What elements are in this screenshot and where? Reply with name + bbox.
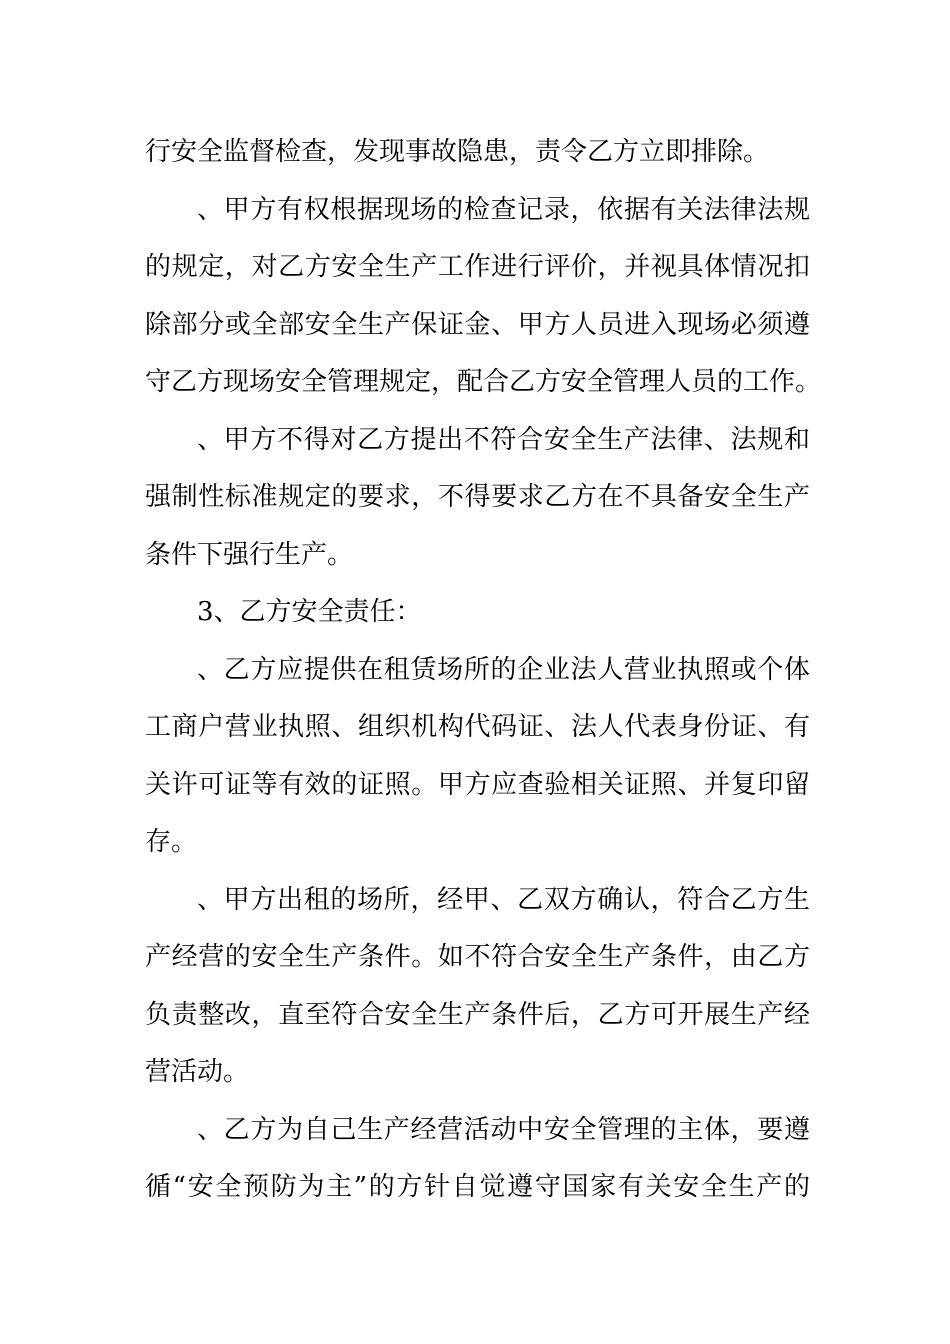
text-line: 关许可证等有效的证照。甲方应查验相关证照、并复印留 [145, 769, 810, 800]
text-line: 、甲方不得对乙方提出不符合安全生产法律、法规和 [197, 424, 810, 455]
text-line: 负责整改，直至符合安全生产条件后，乙方可开展生产经 [145, 999, 810, 1030]
text-line: 的规定，对乙方安全生产工作进行评价，并视具体情况扣 [145, 252, 810, 282]
text-line: 条件下强行生产。 [145, 539, 354, 570]
text-line: 、乙方为自己生产经营活动中安全管理的主体，要遵 [197, 1114, 810, 1145]
text-line: 工商户营业执照、组织机构代码证、法人代表身份证、有 [145, 712, 810, 742]
text-line: 营活动。 [145, 1057, 250, 1087]
text-line: 3、乙方安全责任： [197, 597, 422, 627]
document-body [145, 124, 822, 1217]
text-line: 存。 [145, 827, 198, 857]
text-line: 守乙方现场安全管理规定，配合乙方安全管理人员的工作。 [145, 367, 822, 397]
text-line: 、乙方应提供在租赁场所的企业法人营业执照或个体 [197, 654, 810, 685]
text-line: 产经营的安全生产条件。如不符合安全生产条件，由乙方 [145, 942, 810, 972]
text-line: 行安全监督检查，发现事故隐患，责令乙方立即排除。 [145, 137, 770, 167]
text-line: 、甲方有权根据现场的检查记录，依据有关法律法规 [197, 194, 810, 225]
text-line: 除部分或全部安全生产保证金、甲方人员进入现场必须遵 [145, 309, 810, 340]
text-line: 强制性标准规定的要求，不得要求乙方在不具备安全生产 [145, 482, 810, 512]
text-line: 、甲方出租的场所，经甲、乙双方确认，符合乙方生 [197, 884, 810, 915]
text-line: 循“安全预防为主”的方针自觉遵守国家有关安全生产的 [145, 1172, 810, 1202]
